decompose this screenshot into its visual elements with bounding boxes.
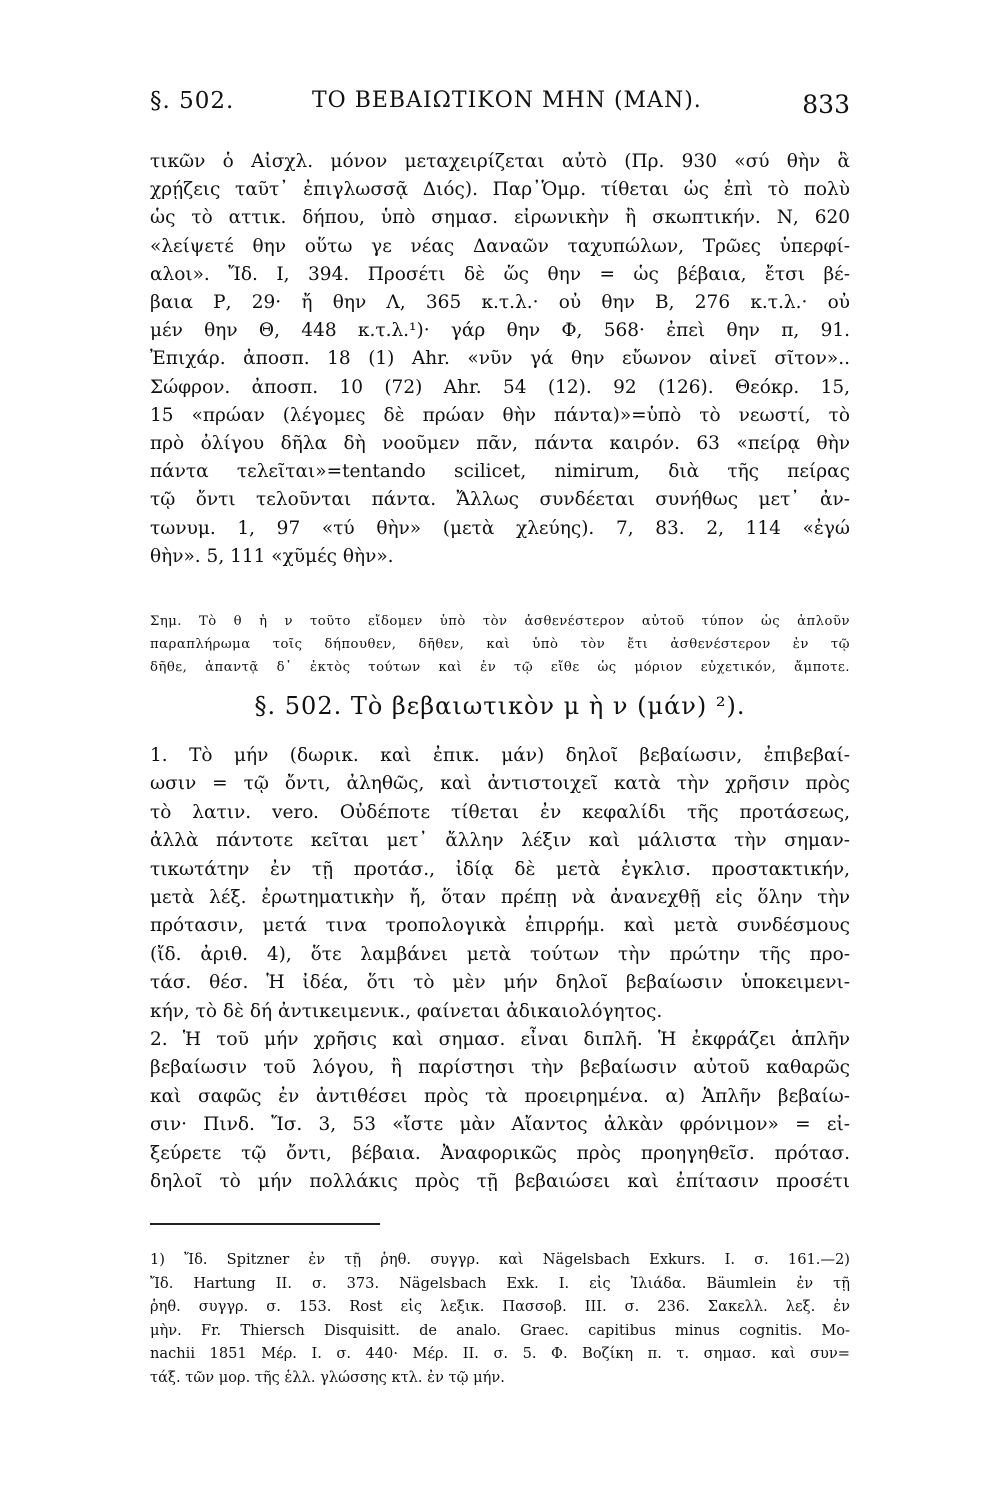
- footnote-rule: [150, 1223, 380, 1225]
- top-paragraph: [150, 148, 850, 571]
- text-line: βεβαίωσιν τοῦ λόγου, ἢ παρίστησι τὴν βεβαίωσιν αὐτοῦ καθαρῶς: [150, 1057, 850, 1079]
- text-line: τικωτάτην ἐν τῇ προτάσ., ἰδίᾳ δὲ μετὰ ἐγκλισ. προστακτικήν,: [150, 858, 850, 880]
- footnote-line: μὴν. Fr. Thiersch Disquisitt. de analo. Graec. capitibus minus cognitis. Mo-: [150, 1321, 850, 1339]
- text-line: βαια Ρ, 29· ἤ θην Λ, 365 κ.τ.λ.· οὐ θην Β, 276 κ.τ.λ.· οὐ: [150, 292, 850, 314]
- text-line: ὡς τὸ αττικ. δήπου, ὑπὸ σημασ. εἰρωνικὴν ἢ σκωπτικήν. Ν, 620: [150, 207, 850, 229]
- text-line: ωσιν = τῷ ὄντι, ἀληθῶς, καὶ ἀντιστοιχεῖ κατὰ τὴν χρῆσιν πρὸς: [150, 773, 850, 795]
- chapter-title: ΤΟ ΒΕΒΑΙΩΤΙΚΟΝ ΜΗΝ (ΜΑΝ).: [312, 88, 702, 113]
- text-line: «λείψετέ θην οὕτω γε νέας Δαναῶν ταχυπώλων, Τρῶες ὑπερφί-: [150, 235, 850, 257]
- footnote-line: ῥηθ. συγγρ. σ. 153. Rost εἰς λεξικ. Πασσοβ. III. σ. 236. Σακελλ. λεξ. ἐν: [150, 1298, 850, 1316]
- text-line: τὸ λατιν. vero. Οὐδέποτε τίθεται ἐν κεφαλίδι τῆς προτάσεως,: [150, 801, 850, 823]
- text-line: δηλοῖ τὸ μήν πολλάκις πρὸς τῇ βεβαιώσει καὶ ἐπίτασιν προσέτι: [150, 1171, 850, 1193]
- section-heading: §. 502. Τὸ βεβαιωτικὸν μ ὴ ν (μάν) ²).: [254, 692, 746, 720]
- text-line: χρῄζεις ταῦτ᾽ ἐπιγλωσσᾷ Διός). Παρ᾽Ὁμρ. τίθεται ὡς ἐπὶ τὸ πολὺ: [150, 179, 850, 201]
- footnote-line: nachii 1851 Μέρ. I. σ. 440· Μέρ. II. σ. 5. Φ. Βοζίκη π. τ. σημασ. καὶ συν=: [150, 1345, 850, 1363]
- section-number: §. 502.: [150, 88, 235, 114]
- text-line: (ἴδ. ἀριθ. 4), ὅτε λαμβάνει μετὰ τούτων τὴν πρώτην τῆς προ-: [150, 943, 850, 965]
- page-number: 833: [802, 90, 850, 119]
- text-line: τικῶν ὁ Αἰσχλ. μόνον μεταχειρίζεται αὐτὸ (Πρ. 930 «σύ θὴν ἃ: [150, 151, 850, 172]
- text-line: αλοι». Ἴδ. Ι, 394. Προσέτι δὲ ὥς θην = ὡς βέβαια, ἔτσι βέ-: [150, 263, 850, 285]
- text-line: Ἐπιχάρ. ἀποσπ. 18 (1) Ahr. «νῦν γά θην εὔωνον αἰνεῖ σῖτον»..: [150, 348, 850, 370]
- note-line: Σημ. Τὸ θ ἡ ν τοῦτο εἴδομεν ὑπὸ τὸν ἀσθενέστερον αὐτοῦ τύπον ὡς ἁπλοῦν: [150, 614, 850, 629]
- footnote-line: Ἴδ. Hartung II. σ. 373. Nägelsbach Exk. I. εἰς Ἰλιάδα. Bäumlein ἐν τῇ: [150, 1274, 850, 1292]
- text-line: 1. Τὸ μήν (δωρικ. καὶ ἐπικ. μάν) δηλοῖ βεβαίωσιν, ἐπιβεβαί-: [150, 745, 850, 766]
- footnote-line: 1) Ἴδ. Spitzner ἐν τῇ ῥηθ. συγγρ. καὶ Nägelsbach Exkurs. I. σ. 161.—2): [150, 1251, 850, 1268]
- footnote-line: τάξ. τῶν μορ. τῆς ἑλλ. γλώσσης κτλ. ἐν τῷ μήν.: [150, 1368, 505, 1386]
- text-line: Σώφρον. ἀποσπ. 10 (72) Ahr. 54 (12). 92 (126). Θεόκρ. 15,: [150, 376, 850, 398]
- main-paragraph: [150, 742, 850, 1197]
- footnotes: [150, 1248, 850, 1390]
- text-line: καὶ σαφῶς ἐν ἀντιθέσει πρὸς τὰ προειρημένα. α) Ἁπλῆν βεβαίω-: [150, 1085, 850, 1107]
- text-line: κήν, τὸ δὲ δή ἀντικειμενικ., φαίνεται ἀδικαιολόγητος.: [150, 1000, 663, 1022]
- text-line: ἀλλὰ πάντοτε κεῖται μετ᾽ ἄλλην λέξιν καὶ μάλιστα τὴν σημαν-: [150, 830, 850, 852]
- text-line: πάντα τελεῖται»=tentando scilicet, nimirum, διὰ τῆς πείρας: [150, 461, 850, 483]
- text-line: μετὰ λέξ. ἐρωτηματικὴν ἤ, ὅταν πρέπῃ νὰ ἀνανεχθῇ εἰς ὅλην τὴν: [150, 887, 850, 909]
- text-line: 2. Ἡ τοῦ μήν χρῆσις καὶ σημασ. εἶναι διπλῆ. Ἡ ἐκφράζει ἁπλῆν: [150, 1029, 850, 1051]
- note-line: δῆθε, ἀπαντᾷ δ᾽ ἐκτὸς τούτων καὶ ἐν τῷ εἴθε ὡς μόριον εὐχετικόν, ἄμποτε.: [150, 660, 850, 675]
- text-line: μέν θην Θ, 448 κ.τ.λ.¹)· γάρ θην Φ, 568· ἐπεὶ θην π, 91.: [150, 320, 850, 342]
- text-line: τάσ. θέσ. Ἡ ἰδέα, ὅτι τὸ μὲν μήν δηλοῖ βεβαίωσιν ὑποκειμενι-: [150, 972, 850, 994]
- note-line: παραπλήρωμα τοῖς δήπουθεν, δῆθεν, καὶ ὑπὸ τὸν ἔτι ἀσθενέστερον ἐν τῷ: [150, 637, 850, 652]
- text-line: σιν· Πινδ. Ἴσ. 3, 53 «ἴστε μὰν Αἴαντος ἀλκὰν φρόνιμον» = εἰ-: [150, 1114, 850, 1136]
- text-line: τῷ ὄντι τελοῦνται πάντα. Ἄλλως συνδέεται συνήθως μετ᾽ ἀν-: [150, 489, 850, 511]
- text-line: θὴν». 5, 111 «χῦμές θὴν».: [150, 545, 394, 567]
- text-line: πρότασιν, μετά τινα τροπολογικὰ ἐπιρρήμ. καὶ μετὰ συνδέσμους: [150, 915, 850, 937]
- text-line: 15 «πρώαν (λέγομες δὲ πρώαν θὴν πάντα)»=ὑπὸ τὸ νεωστί, τὸ: [150, 404, 850, 426]
- remark-note: [150, 610, 850, 679]
- text-line: ξεύρετε τῷ ὄντι, βέβαια. Ἀναφορικῶς πρὸς προηγηθεῖσ. πρότασ.: [150, 1142, 850, 1164]
- text-line: τωνυμ. 1, 97 «τύ θὴν» (μετὰ χλεύης). 7, 83. 2, 114 «ἐγώ: [150, 517, 850, 539]
- running-head: [150, 88, 850, 128]
- text-line: πρὸ ὀλίγου δῆλα δὴ νοοῦμεν πᾶν, πάντα καιρόν. 63 «πείρᾳ θὴν: [150, 433, 850, 455]
